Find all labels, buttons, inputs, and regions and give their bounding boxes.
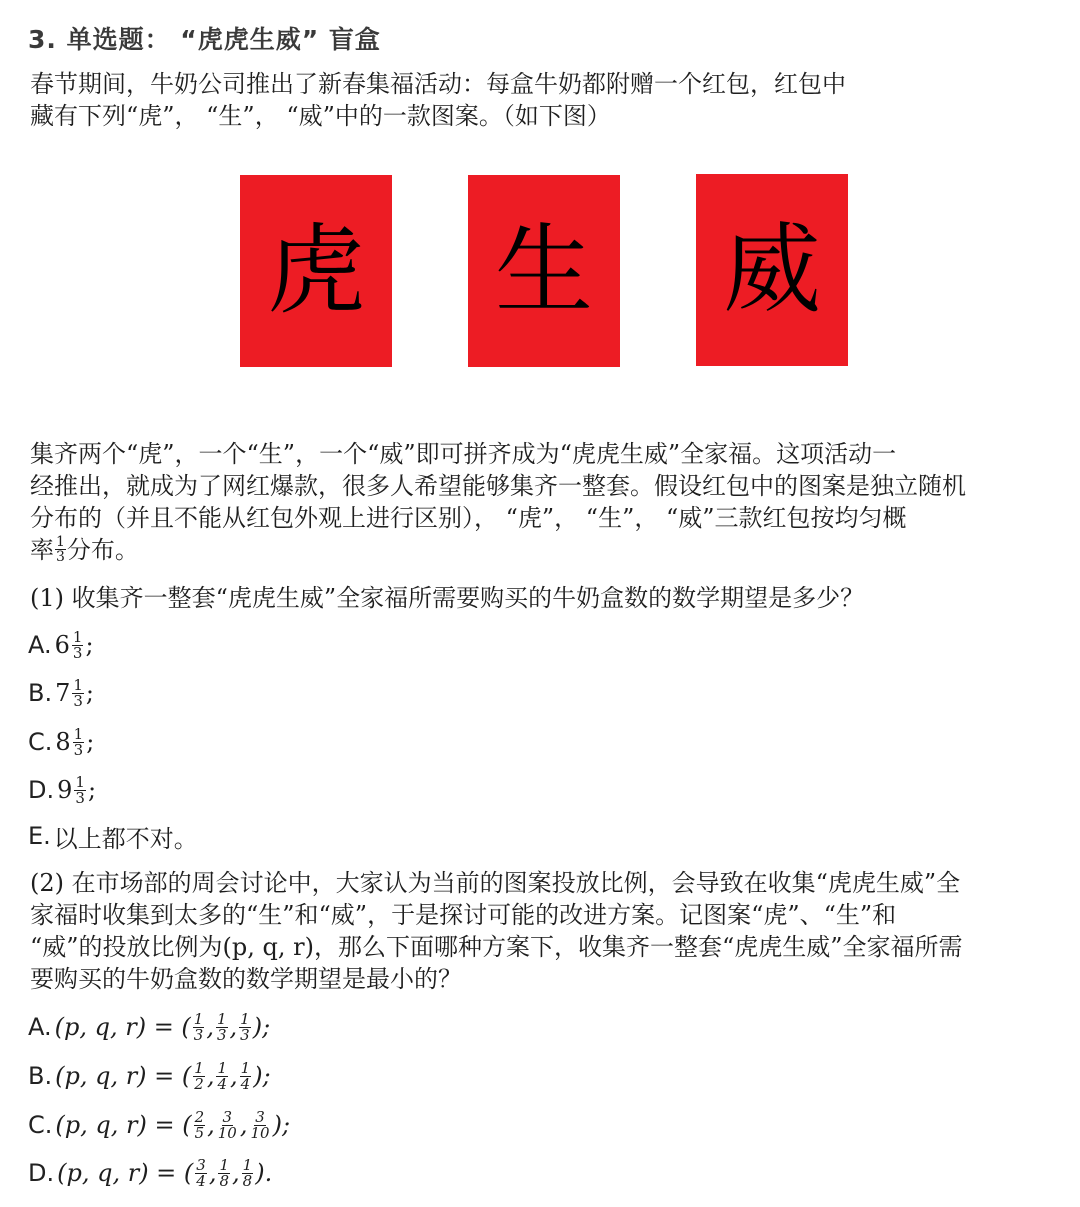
description-line-last <box>30 534 1060 566</box>
q1-option-c[interactable] <box>28 722 94 762</box>
numerator: 1 <box>217 1058 227 1077</box>
numerator: 1 <box>56 534 65 550</box>
option-label: C. <box>28 728 53 756</box>
denominator: 3 <box>193 1025 204 1044</box>
fraction <box>194 1107 206 1142</box>
lhs: (p, q, r) = ( <box>57 1159 194 1187</box>
fraction <box>193 1058 205 1093</box>
whole: 8 <box>55 728 71 756</box>
question2-line: (2) 在市场部的周会讨论中，大家认为当前的图案投放比例，会导致在收集“虎虎生威”全 <box>30 869 961 897</box>
question2-text <box>30 867 1060 995</box>
end: ; <box>86 728 95 756</box>
numerator: 2 <box>194 1107 205 1126</box>
numerator: 1 <box>240 1058 251 1077</box>
intro-line: 春节期间，牛奶公司推出了新春集福活动：每盒牛奶都附赠一个红包，红包中 <box>30 70 846 98</box>
red-packet-wei <box>696 174 848 366</box>
fraction <box>74 772 86 807</box>
denominator: 3 <box>216 1025 227 1044</box>
option-value <box>57 772 97 807</box>
question-title: 3. 单选题： “虎虎生威” 盲盒 <box>28 25 381 54</box>
description-line: 分布的（并且不能从红包外观上进行区别）， “虎”， “生”， “威”三款红包按均匀概 <box>30 504 907 532</box>
option-label: B. <box>28 1062 53 1090</box>
option-value: (p, q, r) = ( $\frac{2}{5}$ , $\frac{3}{10}$ , $\frac{3}{10}$ ); <box>55 1107 291 1142</box>
numerator: 3 <box>196 1155 206 1174</box>
red-packet-hu <box>240 175 392 367</box>
option-value: (p, q, r) = ( $\frac{1}{3}$ , $\frac{1}{3}$ , $\frac{1}{3}$ ); <box>54 1009 271 1044</box>
q1-option-a[interactable] <box>28 625 94 665</box>
q1-option-d[interactable] <box>28 770 96 810</box>
denominator: 3 <box>73 691 83 710</box>
question1-text <box>30 582 1060 614</box>
red-packet-char: 威 <box>722 213 821 327</box>
lhs: (p, q, r) = ( <box>55 1062 192 1090</box>
q1-option-e[interactable] <box>28 816 198 856</box>
q2-option-d[interactable] <box>28 1153 272 1193</box>
description-line: 经推出，就成为了网红爆款，很多人希望能够集齐一整套。假设红包中的图案是独立随机 <box>30 472 966 500</box>
red-packet-sheng <box>468 175 620 367</box>
numerator: 1 <box>194 1058 204 1077</box>
option-label: D. <box>28 1159 55 1187</box>
q2-option-a[interactable] <box>28 1007 270 1047</box>
whole: 7 <box>55 679 71 707</box>
numerator: 1 <box>193 1009 204 1028</box>
denominator: 10 <box>217 1123 237 1142</box>
end: ; <box>87 776 97 804</box>
red-packet-char: 虎 <box>266 214 365 328</box>
q2-option-c[interactable] <box>28 1105 290 1145</box>
fraction <box>242 1155 254 1190</box>
fraction <box>239 1009 251 1044</box>
lhs: (p, q, r) = ( <box>54 1013 191 1041</box>
fraction <box>73 724 85 759</box>
denominator: 5 <box>194 1123 205 1142</box>
end: ; <box>85 679 95 707</box>
option-value: (p, q, r) = ( $\frac{1}{2}$ , $\frac{1}{4}$ , $\frac{1}{4}$ ); <box>55 1058 271 1093</box>
lhs: (p, q, r) = ( <box>55 1111 192 1139</box>
denominator: 4 <box>240 1074 251 1093</box>
text: 分布。 <box>66 536 139 564</box>
denominator: 4 <box>217 1074 227 1093</box>
whole: 9 <box>57 776 73 804</box>
numerator: 1 <box>72 627 83 646</box>
numerator: 1 <box>219 1155 230 1174</box>
fraction <box>218 1155 230 1190</box>
question2-line: “威”的投放比例为(p, q, r)，那么下面哪种方案下，收集齐一整套“虎虎生威”全家福所需 <box>30 933 963 961</box>
question1-line: (1) 收集齐一整套“虎虎生威”全家福所需要购买的牛奶盒数的数学期望是多少？ <box>30 584 865 612</box>
end: ; <box>85 631 94 659</box>
question2-line: 要购买的牛奶盒数的数学期望是最小的？ <box>30 965 462 993</box>
denominator: 3 <box>72 643 83 662</box>
numerator: 1 <box>73 724 84 743</box>
numerator: 1 <box>216 1009 227 1028</box>
end: ). <box>255 1159 273 1187</box>
intro-line: 藏有下列“虎”， “生”， “威”中的一款图案。（如下图） <box>30 102 611 130</box>
numerator: 1 <box>73 675 83 694</box>
intro-paragraph <box>30 68 1060 132</box>
fraction <box>240 1058 252 1093</box>
option-label: C. <box>28 1111 53 1139</box>
fraction <box>217 1107 238 1142</box>
numerator: 3 <box>255 1107 265 1126</box>
denominator: 3 <box>240 1025 250 1044</box>
denominator: 2 <box>194 1074 204 1093</box>
fraction <box>193 1009 205 1044</box>
numerator: 1 <box>240 1009 250 1028</box>
fraction <box>55 535 66 564</box>
red-packet-char: 生 <box>494 214 593 328</box>
option-value: 以上都不对。 <box>53 824 198 853</box>
option-value <box>55 675 95 710</box>
fraction <box>195 1155 207 1190</box>
option-label: A. <box>28 1013 52 1041</box>
option-label: D. <box>28 776 55 804</box>
option-value <box>55 724 95 759</box>
denominator: 4 <box>196 1171 206 1190</box>
fraction <box>249 1107 270 1142</box>
option-value <box>54 627 94 662</box>
fraction <box>216 1009 228 1044</box>
q1-option-b[interactable] <box>28 673 94 713</box>
fraction <box>216 1058 228 1093</box>
option-label: B. <box>28 679 53 707</box>
numerator: 3 <box>222 1107 233 1126</box>
denominator: 8 <box>242 1171 253 1190</box>
q2-option-b[interactable] <box>28 1056 271 1096</box>
option-label: E. <box>28 822 51 850</box>
question2-line: 家福时收集到太多的“生”和“威”，于是探讨可能的改进方案。记图案“虎”、“生”和 <box>30 901 897 929</box>
fraction <box>72 675 84 710</box>
description-paragraph <box>30 438 1060 566</box>
numerator: 1 <box>242 1155 253 1174</box>
text: 率 <box>30 536 54 564</box>
denominator: 3 <box>56 549 65 565</box>
end: ); <box>252 1013 271 1041</box>
option-label: A. <box>28 631 52 659</box>
numerator: 1 <box>75 772 85 791</box>
denominator: 10 <box>250 1123 270 1142</box>
denominator: 8 <box>219 1171 230 1190</box>
fraction <box>72 627 84 662</box>
end: ); <box>272 1111 291 1139</box>
denominator: 3 <box>75 788 85 807</box>
denominator: 3 <box>73 740 84 759</box>
description-line: 集齐两个“虎”，一个“生”，一个“威”即可拼齐成为“虎虎生威”全家福。这项活动一 <box>30 440 897 468</box>
option-value: (p, q, r) = ( $\frac{3}{4}$ , $\frac{1}{8}$ , $\frac{1}{8}$ ). <box>57 1155 273 1190</box>
end: ); <box>253 1062 271 1090</box>
whole: 6 <box>54 631 70 659</box>
